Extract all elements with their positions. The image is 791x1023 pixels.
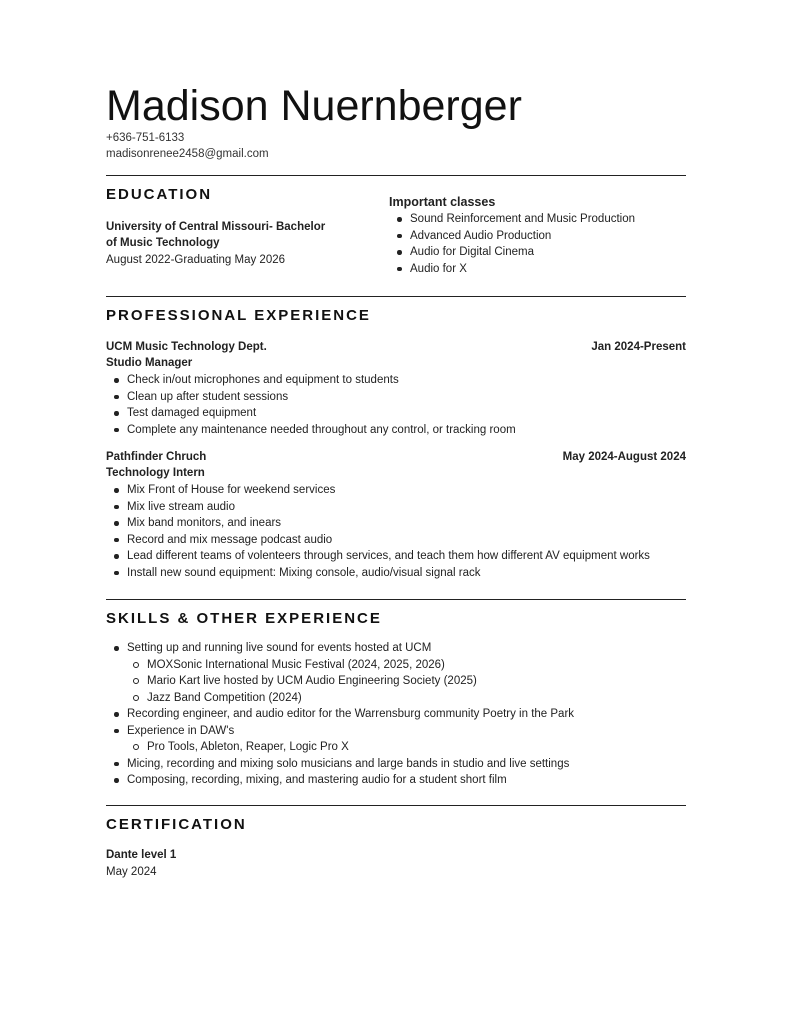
bullet-icon xyxy=(397,250,402,255)
sub-list-item: Mario Kart live hosted by UCM Audio Engineering Society (2025) xyxy=(106,673,574,690)
experience-heading: PROFESSIONAL EXPERIENCE xyxy=(106,307,371,324)
bullet-icon xyxy=(114,521,119,526)
page-title: Madison Nuernberger xyxy=(106,82,522,130)
certification-name: Dante level 1 xyxy=(106,849,177,861)
job-duties-list xyxy=(106,482,650,581)
bullet-icon xyxy=(114,646,119,651)
list-item: Mix band monitors, and inears xyxy=(106,515,650,532)
bullet-icon xyxy=(114,411,119,416)
section-divider xyxy=(106,805,686,806)
bullet-icon xyxy=(114,395,119,400)
list-item: Check in/out microphones and equipment to students xyxy=(106,372,516,389)
education-heading: EDUCATION xyxy=(106,186,213,203)
list-item: Lead different teams of volenteers through services, and teach them how different AV equipment works xyxy=(106,548,650,565)
circle-bullet-icon xyxy=(133,662,139,668)
bullet-icon xyxy=(114,488,119,493)
skills-heading: SKILLS & OTHER EXPERIENCE xyxy=(106,610,382,627)
certification-heading: CERTIFICATION xyxy=(106,816,247,833)
list-item: Micing, recording and mixing solo musicians and large bands in studio and live settings xyxy=(106,756,574,773)
sub-list-item: MOXSonic International Music Festival (2024, 2025, 2026) xyxy=(106,657,574,674)
school-name-line2: of Music Technology xyxy=(106,237,220,249)
list-item: Install new sound equipment: Mixing console, audio/visual signal rack xyxy=(106,565,650,582)
bullet-icon xyxy=(397,217,402,222)
list-item: Setting up and running live sound for events hosted at UCM xyxy=(106,640,574,657)
job-title: Technology Intern xyxy=(106,467,205,479)
sub-list-item: Jazz Band Competition (2024) xyxy=(106,690,574,707)
list-item: Audio for Digital Cinema xyxy=(389,244,635,261)
list-item: Composing, recording, mixing, and mastering audio for a student short film xyxy=(106,772,574,789)
list-item: Experience in DAW's xyxy=(106,723,574,740)
bullet-icon xyxy=(397,234,402,239)
job-title: Studio Manager xyxy=(106,357,193,369)
list-item: Sound Reinforcement and Music Production xyxy=(389,211,635,228)
skills-list xyxy=(106,640,574,789)
job-organization: Pathfinder Chruch xyxy=(106,451,207,463)
bullet-icon xyxy=(114,378,119,383)
list-item: Mix live stream audio xyxy=(106,499,650,516)
sub-list-item: Pro Tools, Ableton, Reaper, Logic Pro X xyxy=(106,739,574,756)
bullet-icon xyxy=(114,428,119,433)
school-name-line1: University of Central Missouri- Bachelor xyxy=(106,221,326,233)
bullet-icon xyxy=(114,762,119,767)
list-item: Test damaged equipment xyxy=(106,405,516,422)
circle-bullet-icon xyxy=(133,695,139,701)
list-item: Record and mix message podcast audio xyxy=(106,532,650,549)
bullet-icon xyxy=(114,778,119,783)
job-dates: Jan 2024-Present xyxy=(591,341,686,353)
list-item: Advanced Audio Production xyxy=(389,228,635,245)
email-address: madisonrenee2458@gmail.com xyxy=(106,148,269,160)
list-item: Clean up after student sessions xyxy=(106,389,516,406)
list-item: Recording engineer, and audio editor for the Warrensburg community Poetry in the Park xyxy=(106,706,574,723)
circle-bullet-icon xyxy=(133,678,139,684)
list-item: Mix Front of House for weekend services xyxy=(106,482,650,499)
circle-bullet-icon xyxy=(133,744,139,750)
phone-number: +636-751-6133 xyxy=(106,132,185,144)
education-dates: August 2022-Graduating May 2026 xyxy=(106,254,286,266)
list-item: Complete any maintenance needed throughout any control, or tracking room xyxy=(106,422,516,439)
bullet-icon xyxy=(114,538,119,543)
section-divider xyxy=(106,599,686,600)
certification-date: May 2024 xyxy=(106,866,157,878)
bullet-icon xyxy=(114,505,119,510)
bullet-icon xyxy=(114,712,119,717)
bullet-icon xyxy=(114,571,119,576)
classes-heading: Important classes xyxy=(389,195,496,209)
job-dates: May 2024-August 2024 xyxy=(562,451,686,463)
job-organization: UCM Music Technology Dept. xyxy=(106,341,267,353)
bullet-icon xyxy=(114,729,119,734)
job-duties-list xyxy=(106,372,516,438)
classes-list xyxy=(389,211,635,277)
section-divider xyxy=(106,296,686,297)
section-divider xyxy=(106,175,686,176)
list-item: Audio for X xyxy=(389,261,635,278)
bullet-icon xyxy=(397,267,402,272)
bullet-icon xyxy=(114,554,119,559)
